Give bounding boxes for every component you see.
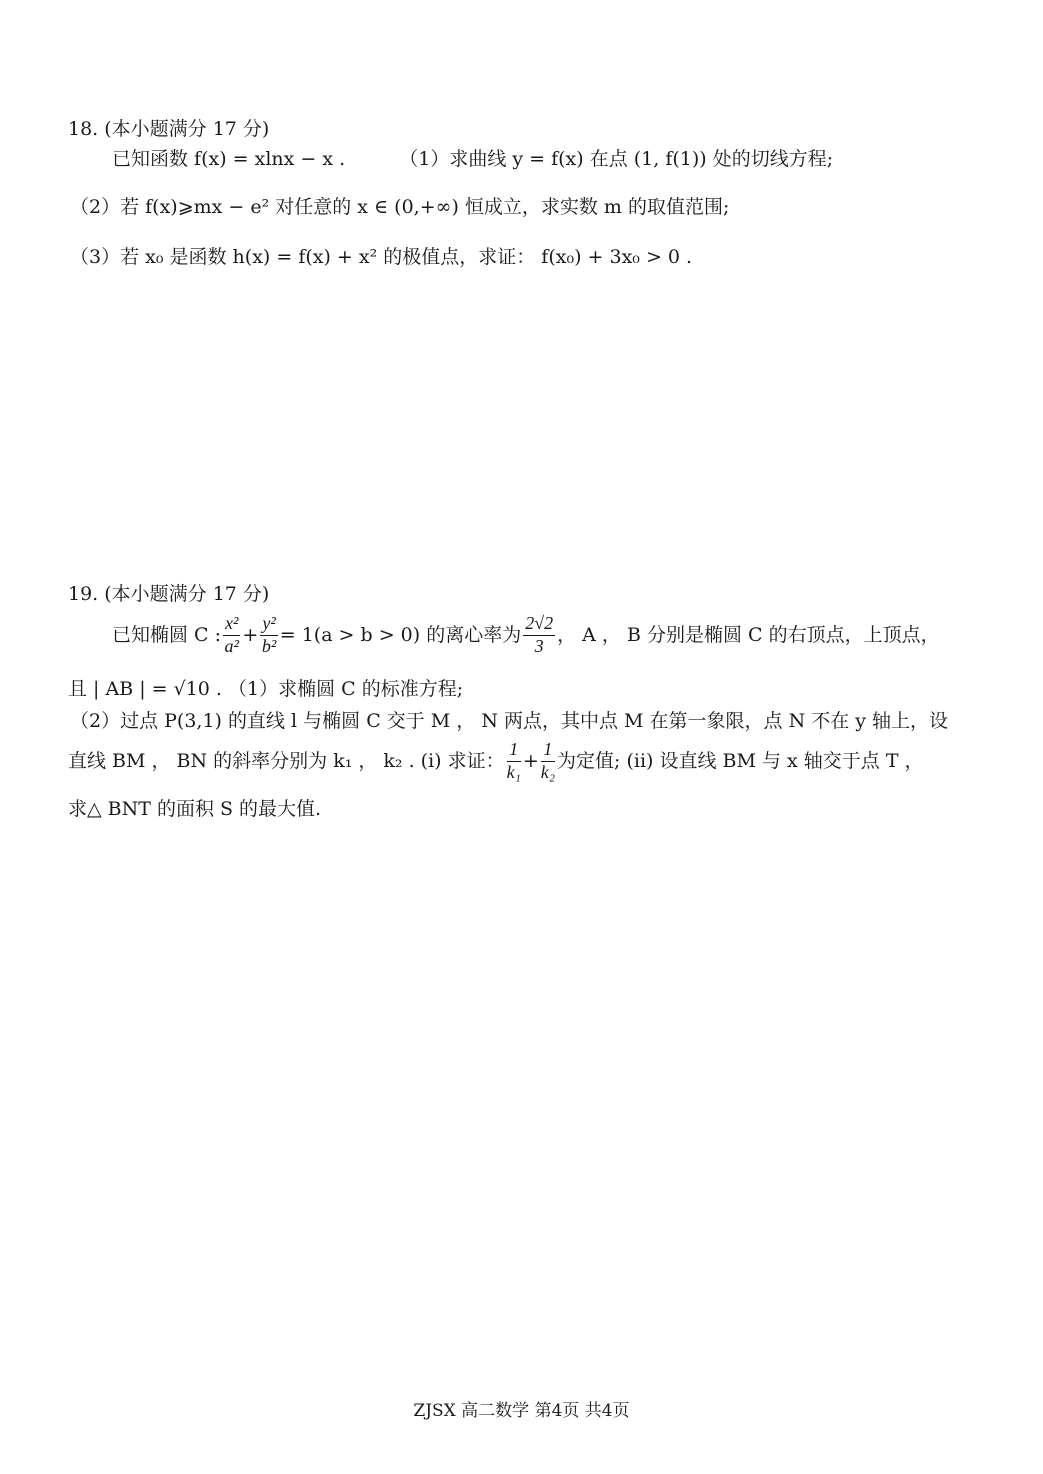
q18-stem [112, 150, 833, 169]
k2-fraction [541, 740, 555, 783]
q19-line5: 求△ BNT 的面积 S 的最大值. [68, 798, 322, 820]
q18-part1: （1）求曲线 y = f(x) 在点 (1, f(1)) 处的切线方程; [399, 148, 834, 170]
ellipse-y-fraction [260, 614, 277, 657]
q18-part3: （3）若 x₀ 是函数 h(x) = f(x) + x² 的极值点，求证： f(x₀) + 3x₀ > 0 . [70, 246, 693, 268]
ellipse-x-denominator: a² [224, 635, 239, 656]
k1-numerator: 1 [507, 740, 521, 762]
k2-numerator: 1 [541, 740, 555, 762]
q19-line3: （2）过点 P(3,1) 的直线 l 与椭圆 C 交于 M ， N 两点，其中点 M 在第一象限，点 N 不在 y 轴上，设 [70, 710, 949, 732]
q19-header: 19. (本小题满分 17 分) [68, 583, 270, 605]
q19-line4 [68, 740, 924, 783]
ellipse-y-denominator: b² [261, 635, 277, 656]
eccentricity-numerator: 2√2 [523, 614, 555, 636]
q19-line1-condition: = 1(a > b > 0) 的离心率为 [279, 623, 522, 646]
ellipse-plus: + [242, 623, 259, 646]
q19-line4-prefix: 直线 BM ， BN 的斜率分别为 k₁ ， k₂ . (i) 求证： [68, 749, 505, 772]
q19-line2: 且 | AB | = √10 . （1）求椭圆 C 的标准方程; [68, 678, 464, 700]
page-footer: ZJSX 高二数学 第4页 共4页 [413, 1401, 630, 1421]
q19-line1-suffix: ， A ， B 分别是椭圆 C 的右顶点，上顶点， [557, 623, 940, 646]
eccentricity-denominator: 3 [534, 635, 544, 656]
eccentricity-fraction [523, 614, 555, 657]
q18-part2: （2）若 f(x)⩾mx − e² 对任意的 x ∈ (0,+∞) 恒成立，求实数 m 的取值范围; [70, 196, 730, 218]
k-plus: + [522, 749, 539, 772]
k1-fraction [507, 740, 521, 783]
q19-line1-prefix: 已知椭圆 C : [112, 623, 222, 646]
ellipse-y-numerator: y² [260, 614, 277, 636]
ellipse-x-fraction [223, 614, 240, 657]
q19-line1 [112, 614, 940, 657]
q19-line4-suffix: 为定值; (ii) 设直线 BM 与 x 轴交于点 T ， [557, 749, 924, 772]
k1-denominator: k₁ [506, 761, 521, 782]
q18-header: 18. (本小题满分 17 分) [68, 118, 270, 140]
ellipse-x-numerator: x² [223, 614, 240, 636]
q18-stem-text: 已知函数 f(x) = xlnx − x . [112, 148, 346, 170]
k2-denominator: k₂ [540, 761, 556, 782]
